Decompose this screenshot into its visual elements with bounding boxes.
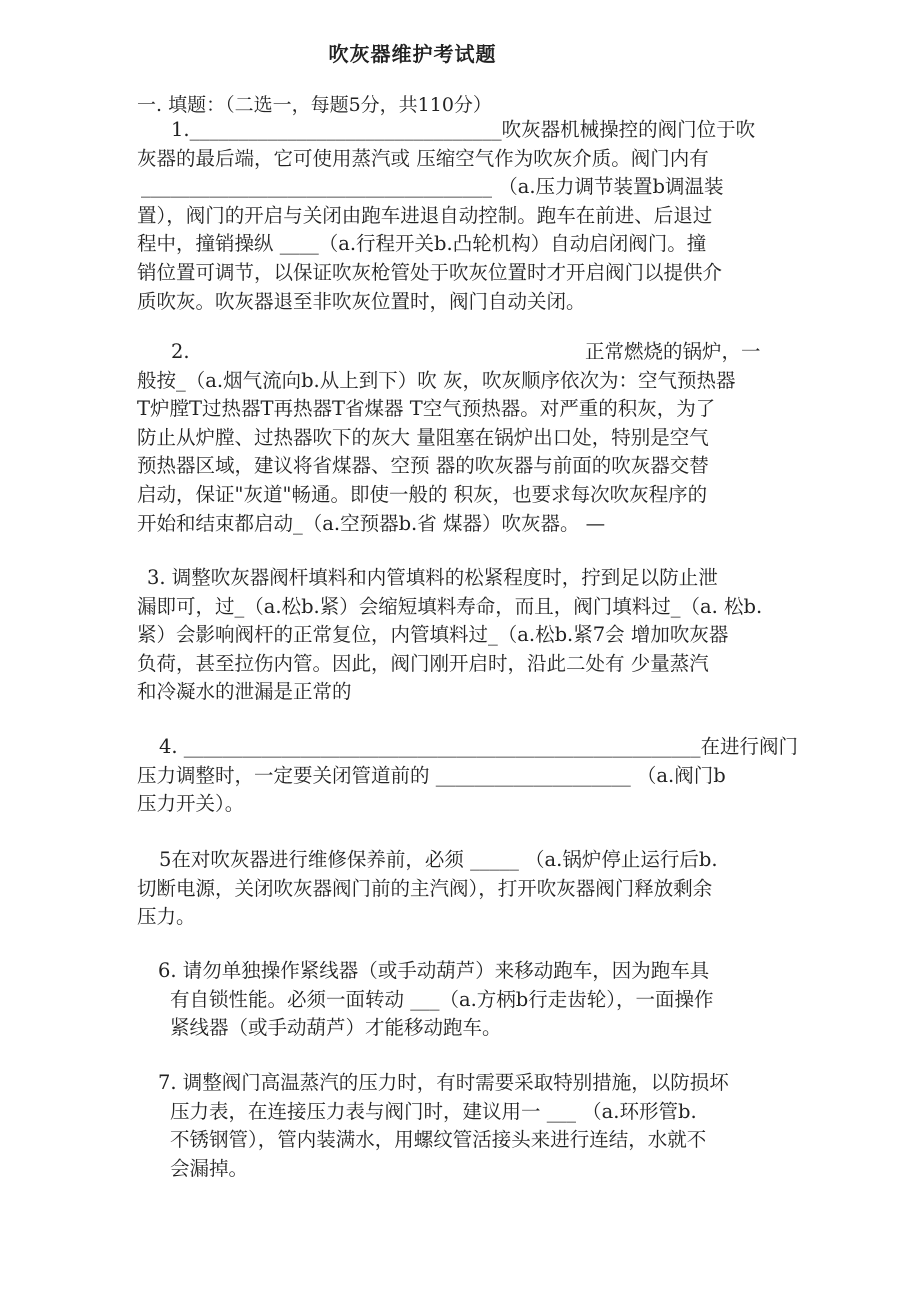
question-5 xyxy=(137,846,718,932)
question-line: 4. _____________________________________________________在进行阀门 xyxy=(159,735,799,758)
question-line: 5在对吹灰器进行维修保养前，必须 _____ （a.锅炉停止运行后b. xyxy=(159,848,718,871)
question-line: 3. 调整吹灰器阀杆填料和内管填料的松紧程度时，拧到足以防止泄 xyxy=(147,566,718,589)
question-line: 漏即可，过_（a.松b.紧）会缩短填料寿命，而且，阀门填料过_（a. 松b. xyxy=(137,594,763,618)
question-line: 1.________________________________吹灰器机械操控的阀门位于吹 xyxy=(171,118,756,141)
question-line: 不锈钢管），管内装满水，用螺纹管活接头来进行连结，水就不 xyxy=(170,1128,707,1152)
question-line: 销位置可调节，以保证吹灰枪管处于吹灰位置时才开启阀门以提供介 xyxy=(137,260,723,284)
question-line: 开始和结束都启动_（a.空预器b.省 煤器）吹灰器。 — xyxy=(137,511,606,535)
question-number: 2. xyxy=(171,340,190,363)
question-line: 预热器区域，建议将省煤器、空预 器的吹灰器与前面的吹灰器交替 xyxy=(137,454,709,478)
question-line: 程中，撞销操纵 ____（a.行程开关b.凸轮机构）自动启闭阀门。撞 xyxy=(137,232,707,256)
question-line: ____________________________________ （a.压力调节装置b调温装 xyxy=(141,175,724,199)
question-line: 有自锁性能。必须一面转动 ___（a.方柄b行走齿轮），一面操作 xyxy=(170,987,714,1011)
question-line: 和冷凝水的泄漏是正常的 xyxy=(137,680,352,704)
question-line-text: 正常燃烧的锅炉，一 xyxy=(585,340,761,363)
question-line: 6. 请勿单独操作紧线器（或手动葫芦）来移动跑车，因为跑车具 xyxy=(158,959,710,982)
question-line: 压力开关）。 xyxy=(137,792,245,816)
section-heading: 一. 填题：（二选一，每题5分，共110分） xyxy=(137,94,492,116)
question-line: 压力表，在连接压力表与阀门时，建议用一 ___ （a.环形管b. xyxy=(170,1099,697,1123)
question-line: 启动，保证"灰道"畅通。即使一般的 积灰，也要求每次吹灰程序的 xyxy=(137,482,708,506)
question-line: 压力。 xyxy=(137,905,196,929)
question-4 xyxy=(137,733,798,819)
question-line: 压力调整时，一定要关闭管道前的 ____________________ （a.阀门b xyxy=(137,763,726,787)
question-line: T炉膛T过热器T再热器T省煤器 T空气预热器。对严重的积灰，为了 xyxy=(137,397,716,421)
question-line: 质吹灰。吹灰器退至非吹灰位置时，阀门自动关闭。 xyxy=(137,289,586,313)
question-6 xyxy=(158,957,714,1043)
question-line: 负荷，甚至拉伤内管。因此，阀门刚开启时，沿此二处有 少量蒸汽 xyxy=(137,651,709,675)
question-line: 紧线器（或手动葫芦）才能移动跑车。 xyxy=(170,1016,502,1040)
question-line: 切断电源，关闭吹灰器阀门前的主汽阀），打开吹灰器阀门释放剩余 xyxy=(137,876,713,900)
question-line: 防止从炉膛、过热器吹下的灰大 量阻塞在锅炉出口处，特别是空气 xyxy=(137,425,709,449)
question-1 xyxy=(137,116,755,316)
question-7 xyxy=(158,1069,729,1183)
question-line: 7. 调整阀门高温蒸汽的压力时，有时需要采取特别措施，以防损坏 xyxy=(158,1071,729,1094)
question-3 xyxy=(137,564,762,707)
question-line: 般按_（a.烟气流向b.从上到下）吹 灰，吹灰顺序依次为：空气预热器 xyxy=(137,368,736,392)
question-line: 灰器的最后端，它可使用蒸汽或 压缩空气作为吹灰介质。阀门内有 xyxy=(137,146,709,170)
question-line: 会漏掉。 xyxy=(170,1156,249,1180)
document-title: 吹灰器维护考试题 xyxy=(328,42,497,66)
question-line: 紧）会影响阀杆的正常复位，内管填料过_（a.松b.紧7会 增加吹灰器 xyxy=(137,623,729,647)
question-2 xyxy=(137,338,761,538)
question-line xyxy=(137,338,761,367)
question-line: 置），阀门的开启与关闭由跑车进退自动控制。跑车在前进、后退过 xyxy=(137,203,713,227)
